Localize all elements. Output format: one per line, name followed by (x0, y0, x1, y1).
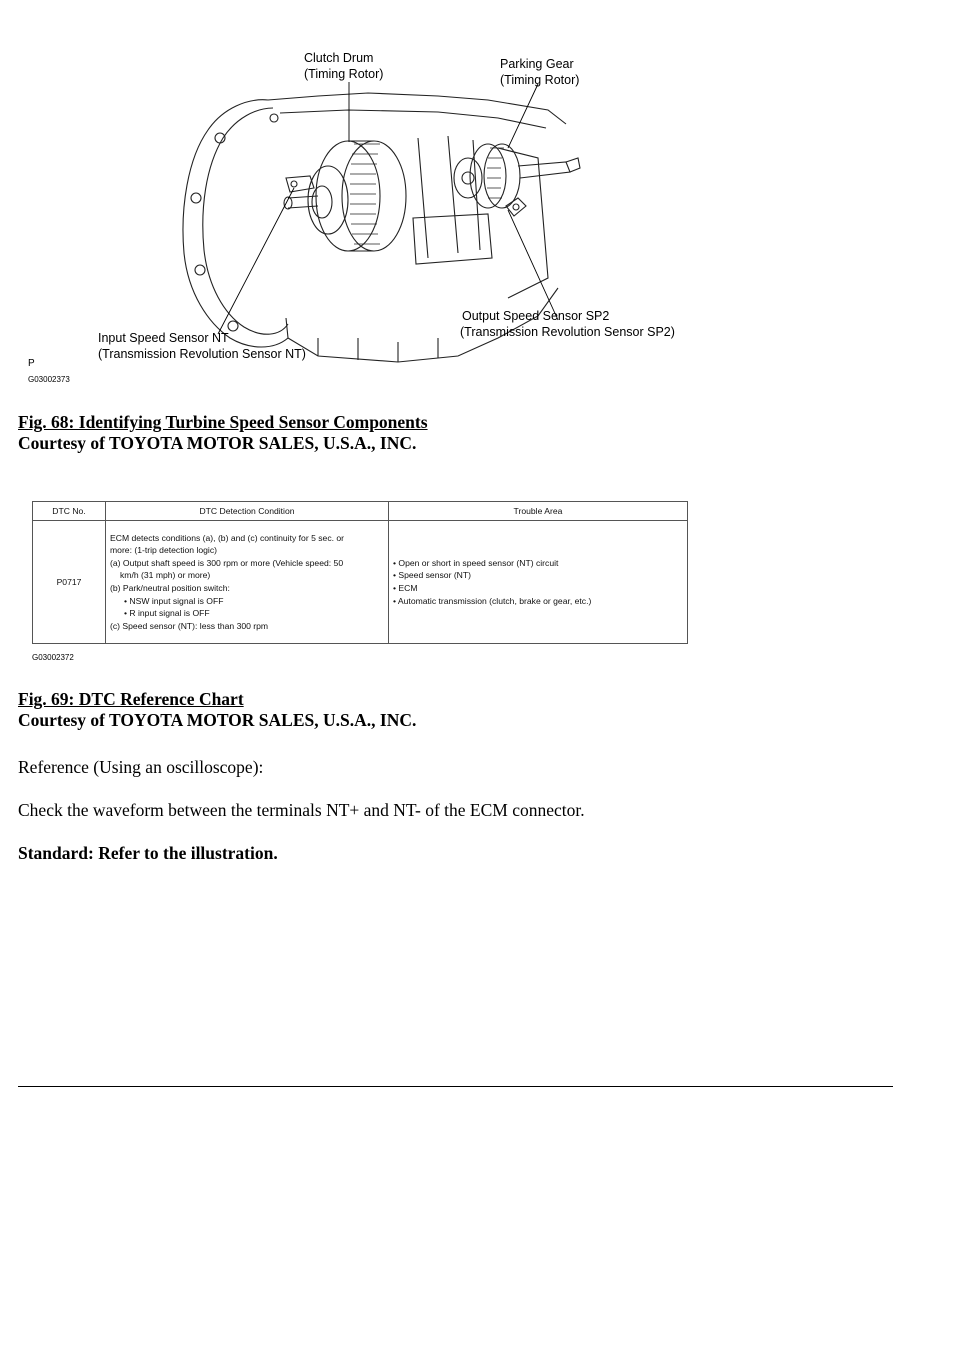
condition-line: • R input signal is OFF (124, 608, 210, 619)
trouble-area-item: • Automatic transmission (clutch, brake or gear, etc.) (393, 595, 592, 606)
standard-paragraph: Standard: Refer to the illustration. (18, 843, 278, 863)
page-divider (18, 1086, 893, 1087)
label-clutch-drum: Clutch Drum (304, 51, 374, 65)
label-parking-gear: Parking Gear (500, 57, 574, 71)
figure-68-title: Fig. 68: Identifying Turbine Speed Sensor Components (18, 412, 428, 432)
figure-69-code: G03002372 (32, 653, 74, 662)
condition-line: (a) Output shaft speed is 300 rpm or more (Vehicle speed: 50 (110, 557, 344, 568)
check-paragraph: Check the waveform between the terminals NT+ and NT- of the ECM connector. (18, 800, 585, 820)
trouble-area-item: • Speed sensor (NT) (393, 570, 471, 581)
dtc-number: P0717 (33, 521, 106, 644)
header-trouble-area: Trouble Area (389, 502, 688, 521)
header-detection-condition: DTC Detection Condition (106, 502, 389, 521)
p-mark: P (28, 358, 35, 369)
condition-line: (c) Speed sensor (NT): less than 300 rpm (110, 620, 269, 631)
condition-line: (b) Park/neutral position switch: (110, 583, 230, 593)
figure-69-courtesy: Courtesy of TOYOTA MOTOR SALES, U.S.A., INC. (18, 710, 417, 730)
trouble-areas (389, 521, 688, 644)
label-output-sensor-sub: (Transmission Revolution Sensor SP2) (460, 325, 675, 339)
label-input-sensor: Input Speed Sensor NT (98, 331, 229, 345)
label-output-sensor: Output Speed Sensor SP2 (462, 309, 610, 323)
dtc-reference-table (32, 501, 688, 644)
table-header-row (33, 502, 688, 521)
trouble-area-item: • Open or short in speed sensor (NT) circuit (393, 557, 559, 568)
detection-conditions (106, 521, 389, 644)
trouble-area-item: • ECM (393, 583, 418, 593)
label-parking-gear-sub: (Timing Rotor) (500, 73, 580, 87)
transmission-illustration (18, 38, 718, 390)
figure-code: G03002373 (28, 375, 70, 384)
table-row (33, 521, 688, 644)
condition-line: km/h (31 mph) or more) (120, 570, 211, 581)
condition-line: • NSW input signal is OFF (124, 595, 224, 606)
label-input-sensor-sub: (Transmission Revolution Sensor NT) (98, 347, 306, 361)
figure-69-title: Fig. 69: DTC Reference Chart (18, 689, 244, 709)
condition-line: more: (1-trip detection logic) (110, 545, 217, 556)
figure-68-courtesy: Courtesy of TOYOTA MOTOR SALES, U.S.A., INC. (18, 433, 417, 453)
condition-line: ECM detects conditions (a), (b) and (c) continuity for 5 sec. or (110, 532, 345, 543)
reference-paragraph: Reference (Using an oscilloscope): (18, 757, 264, 777)
label-clutch-drum-sub: (Timing Rotor) (304, 67, 384, 81)
header-dtc-no: DTC No. (33, 502, 106, 521)
